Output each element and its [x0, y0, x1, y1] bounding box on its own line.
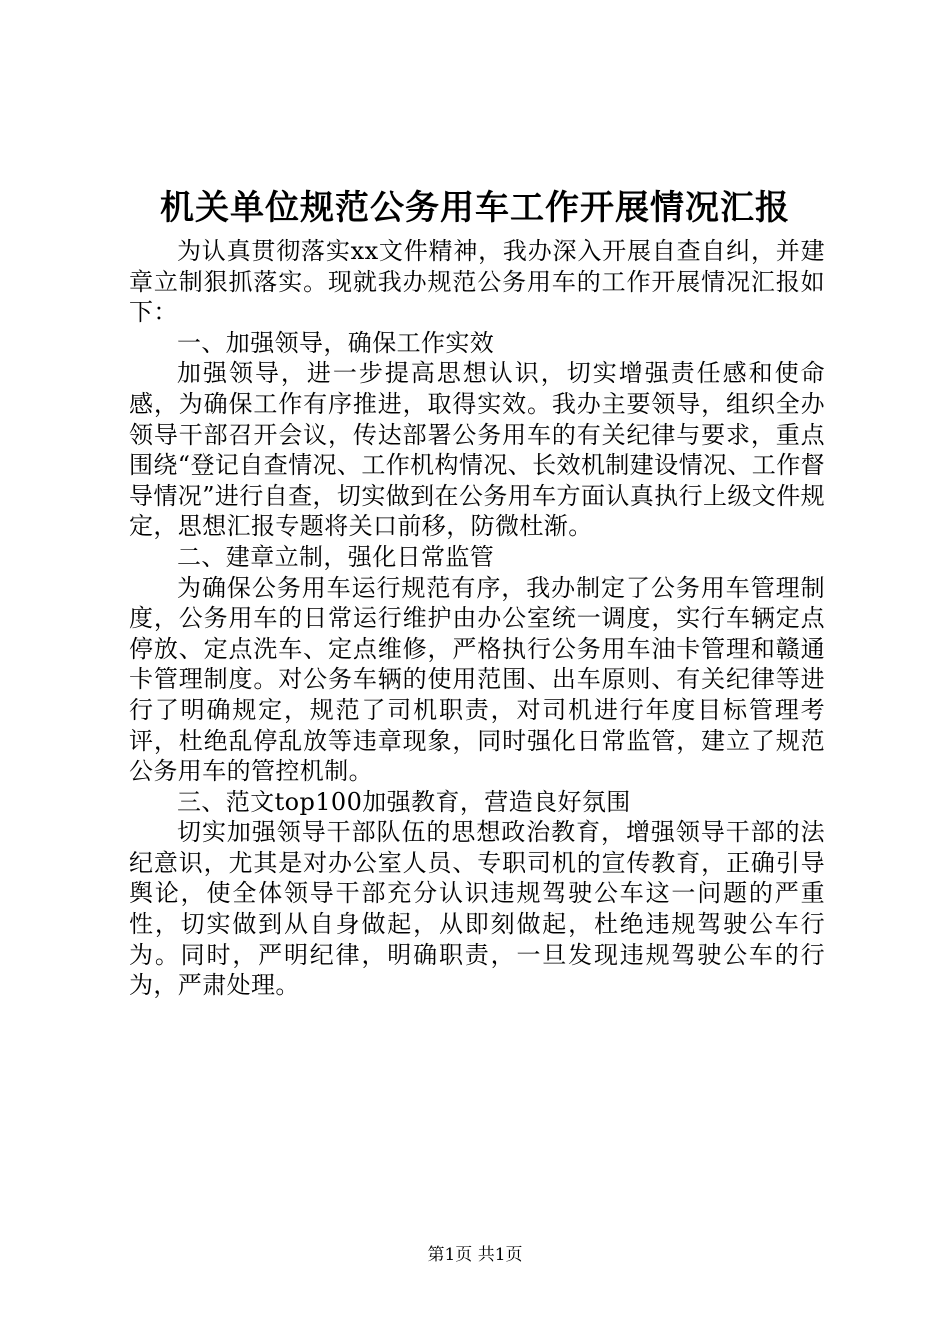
document-body: [129, 236, 825, 1001]
paragraph-section-3: 切实加强领导干部队伍的思想政治教育，增强领导干部的法纪意识，尤其是对办公室人员、专职司机的宣传教育，正确引导舆论，使全体领导干部充分认识违规驾驶公车这一问题的严重性，切实做到从自身做起，从即刻做起，杜绝违规驾驶公车行为。同时，严明纪律，明确职责，一旦发现违规驾驶公车的行为，严肃处理。: [129, 818, 825, 1000]
paragraph-section-2: 为确保公务用车运行规范有序，我办制定了公务用车管理制度，公务用车的日常运行维护由办公室统一调度，实行车辆定点停放、定点洗车、定点维修，严格执行公务用车油卡管理和赣通卡管理制度。对公务车辆的使用范围、出车原则、有关纪律等进行了明确规定，规范了司机职责，对司机进行年度目标管理考评，杜绝乱停乱放等违章现象，同时强化日常监管，建立了规范公务用车的管控机制。: [129, 573, 825, 786]
paragraph-section-1: 加强领导，进一步提高思想认识，切实增强责任感和使命感，为确保工作有序推进，取得实效。我办主要领导，组织全办领导干部召开会议，传达部署公务用车的有关纪律与要求，重点围绕“登记自查情况、工作机构情况、长效机制建设情况、工作督导情况”进行自查，切实做到在公务用车方面认真执行上级文件规定，思想汇报专题将关口前移，防微杜渐。: [129, 359, 825, 541]
section-heading-1: 一、加强领导，确保工作实效: [177, 328, 495, 357]
paragraph-intro: 为认真贯彻落实xx文件精神，我办深入开展自查自纠，并建章立制狠抓落实。现就我办规范公务用车的工作开展情况汇报如下：: [129, 237, 825, 327]
section-heading-3: 三、范文top100加强教育，营造良好氛围: [177, 787, 631, 816]
section-heading-2: 二、建章立制，强化日常监管: [177, 542, 495, 571]
document-title: 机关单位规范公务用车工作开展情况汇报: [160, 188, 790, 228]
page-footer: 第1页 共1页: [427, 1245, 523, 1265]
